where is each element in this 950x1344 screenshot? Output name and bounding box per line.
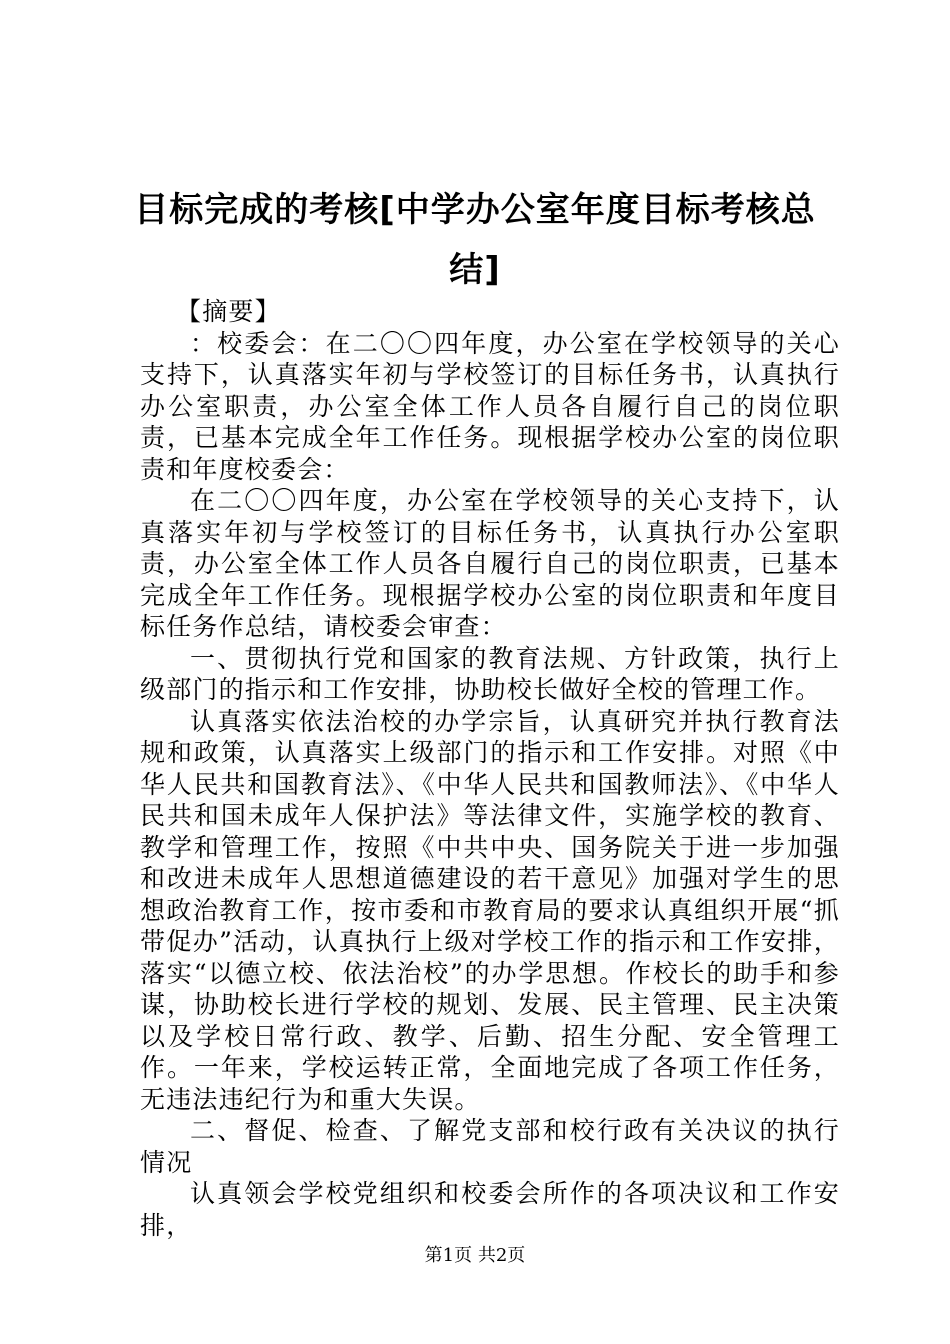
paragraph-2: 在二〇〇四年度，办公室在学校领导的关心支持下，认真落实年初与学校签订的目标任务书，认真执行办公室职责，办公室全体工作人员各自履行自己的岗位职责，已基本完成全年工作任务。现根据学校办公室的岗位职责和年度目标任务作总结，请校委会审查： (140, 486, 840, 641)
paragraph-5: 二、督促、检查、了解党支部和校行政有关决议的执行情况 (140, 1116, 840, 1177)
abstract-label: 【摘要】 (176, 297, 281, 326)
paragraph-6: 认真领会学校党组织和校委会所作的各项决议和工作安排， (140, 1179, 840, 1240)
page-footer: 第1页 共2页 (424, 1245, 526, 1266)
paragraph-4: 认真落实依法治校的办学宗旨，认真研究并执行教育法规和政策，认真落实上级部门的指示和工作安排。对照《中华人民共和国教育法》、《中华人民共和国教师法》、《中华人民共和国未成年人保护法》等法律文件，实施学校的教育、教学和管理工作，按照《中共中央、国务院关于进一步加强和改进未成年人思想道德建设的若干意见》加强对学生的思想政治教育工作，按市委和市教育局的要求认真组织开展“抓带促办”活动，认真执行上级对学校工作的指示和工作安排，落实“以德立校、依法治校”的办学思想。作校长的助手和参谋，协助校长进行学校的规划、发展、民主管理、民主决策以及学校日常行政、教学、后勤、招生分配、安全管理工作。一年来，学校运转正常，全面地完成了各项工作任务，无违法违纪行为和重大失误。 (140, 706, 840, 1114)
paragraph-3: 一、贯彻执行党和国家的教育法规、方针政策，执行上级部门的指示和工作安排，协助校长做好全校的管理工作。 (140, 643, 840, 704)
paragraph-1: ：校委会：在二〇〇四年度，办公室在学校领导的关心支持下，认真落实年初与学校签订的目标任务书，认真执行办公室职责，办公室全体工作人员各自履行自己的岗位职责，已基本完成全年工作任务。现根据学校办公室的岗位职责和年度校委会： (140, 328, 840, 484)
document-title: 目标完成的考核[中学办公室年度目标考核总结] (134, 190, 816, 290)
document-body (140, 296, 840, 1241)
